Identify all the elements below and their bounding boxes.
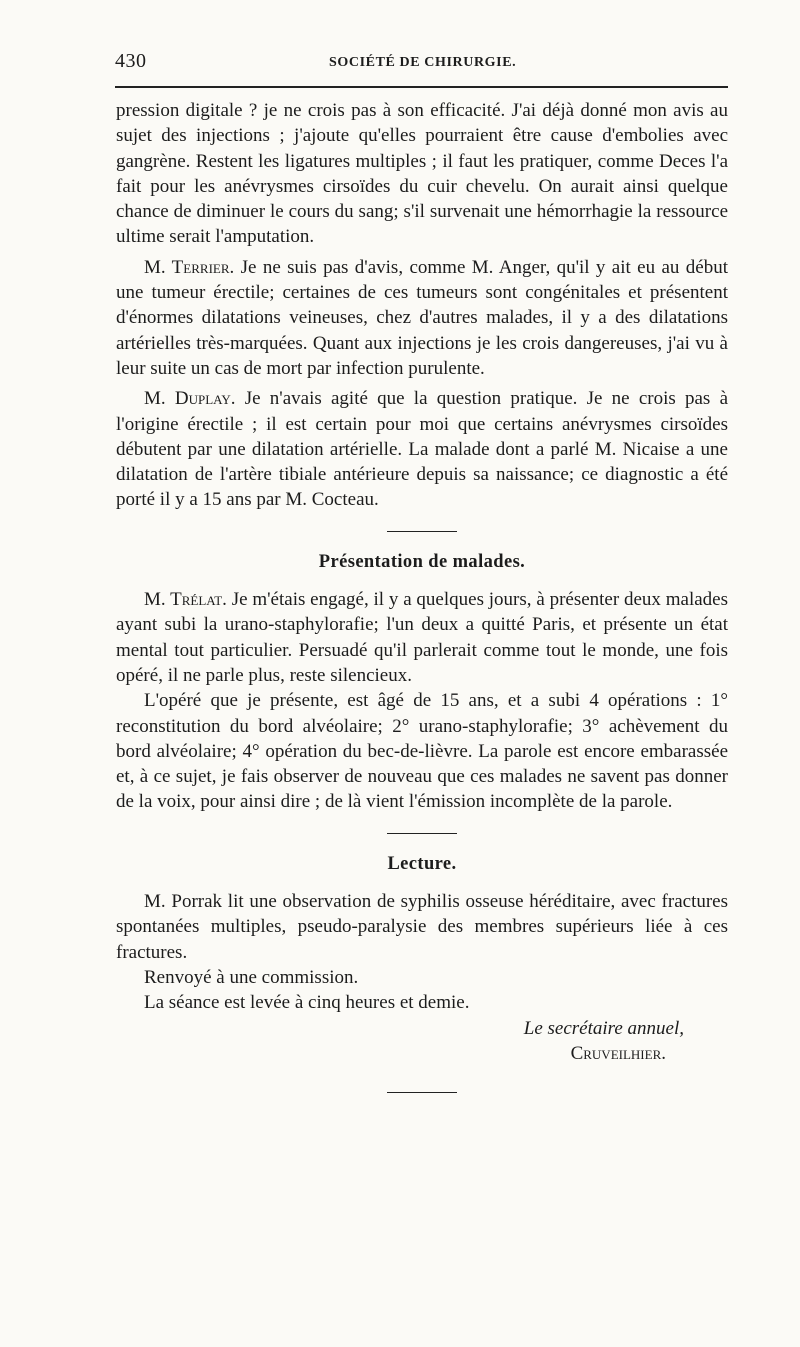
paragraph-continuation: pression digitale ? je ne crois pas à son efficacité. J'ai déjà donné mon avis au sujet des injections ; j'ajoute qu'elles pourraient être cause d'embolies avec gangrène. Restent les ligatures multiples ; il faut les pratiquer, comme Deces l'a fait pour les anévrysmes cirsoïdes du cuir chevelu. On aurait ainsi quelque chance de diminuer le cours du sang; s'il survenait une hémorrhagie la ressource ultime serait l'amputation. [116,100,728,248]
running-head: SOCIÉTÉ DE CHIRURGIE. [329,55,517,70]
paragraph-trelat [116,587,728,688]
header-rule [115,86,728,88]
body-text [116,98,728,1111]
signature-title: Le secrétaire annuel, [523,1017,684,1039]
paragraph-renvoye: Renvoyé à une commission. [144,966,359,988]
paragraph-seance: La séance est levée à cinq heures et demie. [144,992,470,1014]
speaker-duplay: M. Duplay. [144,388,236,410]
speaker-terrier: M. Terrier. [144,256,235,278]
section-divider [387,833,457,834]
paragraph-terrier-text: Je ne suis pas d'avis, comme M. Anger, qu'il y ait eu au début une tumeur érectile; certaines de ces tumeurs sont congénitales et présentent d'énormes dilatations veineuses, chez d'autres malades, il y a des dilatations artérielles très-marquées. Quant aux injections je les crois dangereuses, j'ai vu à leur suite un cas de mort par infection purulente. [116,256,728,379]
signature-name: Cruveilhier. [570,1042,666,1064]
paragraph-opere: L'opéré que je présente, est âgé de 15 ans, et a subi 4 opérations : 1° reconstitution du bord alvéolaire; 2° urano-staphylorafie; 3° achèvement du bord alvéolaire; 4° opération du bec-de-lièvre. La parole est encore embarassée et, à ce sujet, je fais observer de nouveau que ces malades ne savent pas donner de la voix, pour ainsi dire ; de là vient l'émission incomplète de la parole. [116,690,728,813]
paragraph-duplay [116,386,728,512]
page-number: 430 [115,50,147,72]
paragraph-duplay-text: Je n'avais agité que la question pratique. Je ne crois pas à l'origine érectile ; il est certain pour moi que certains anévrysmes cirsoïdes débutent par une dilatation artérielle. La malade dont a parlé M. Nicaise a une dilatation de l'artère tibiale antérieure depuis sa naissance; ce diagnostic a été porté il y a 15 ans par M. Cocteau. [116,388,728,511]
paragraph-terrier [116,255,728,381]
speaker-trelat: M. Trélat. [144,589,227,611]
section-title-lecture: Lecture. [387,853,457,874]
paragraph-porrak: M. Porrak lit une observation de syphilis osseuse héréditaire, avec fractures spontanées multiples, pseudo-paralysie des membres supérieurs liée à ces fractures. [116,891,728,963]
section-title-presentation: Présentation de malades. [318,551,526,572]
end-divider [387,1092,457,1093]
paragraph-trelat-text: Je m'étais engagé, il y a quelques jours, à présenter deux malades ayant subi la urano-staphylorafie; l'un deux a quitté Paris, et présente un état mental tout particulier. Persuadé qu'il parlerait comme tout le monde, une fois opéré, il ne parle plus, reste silencieux. [116,589,728,686]
page-header [115,50,727,80]
section-divider [387,531,457,532]
